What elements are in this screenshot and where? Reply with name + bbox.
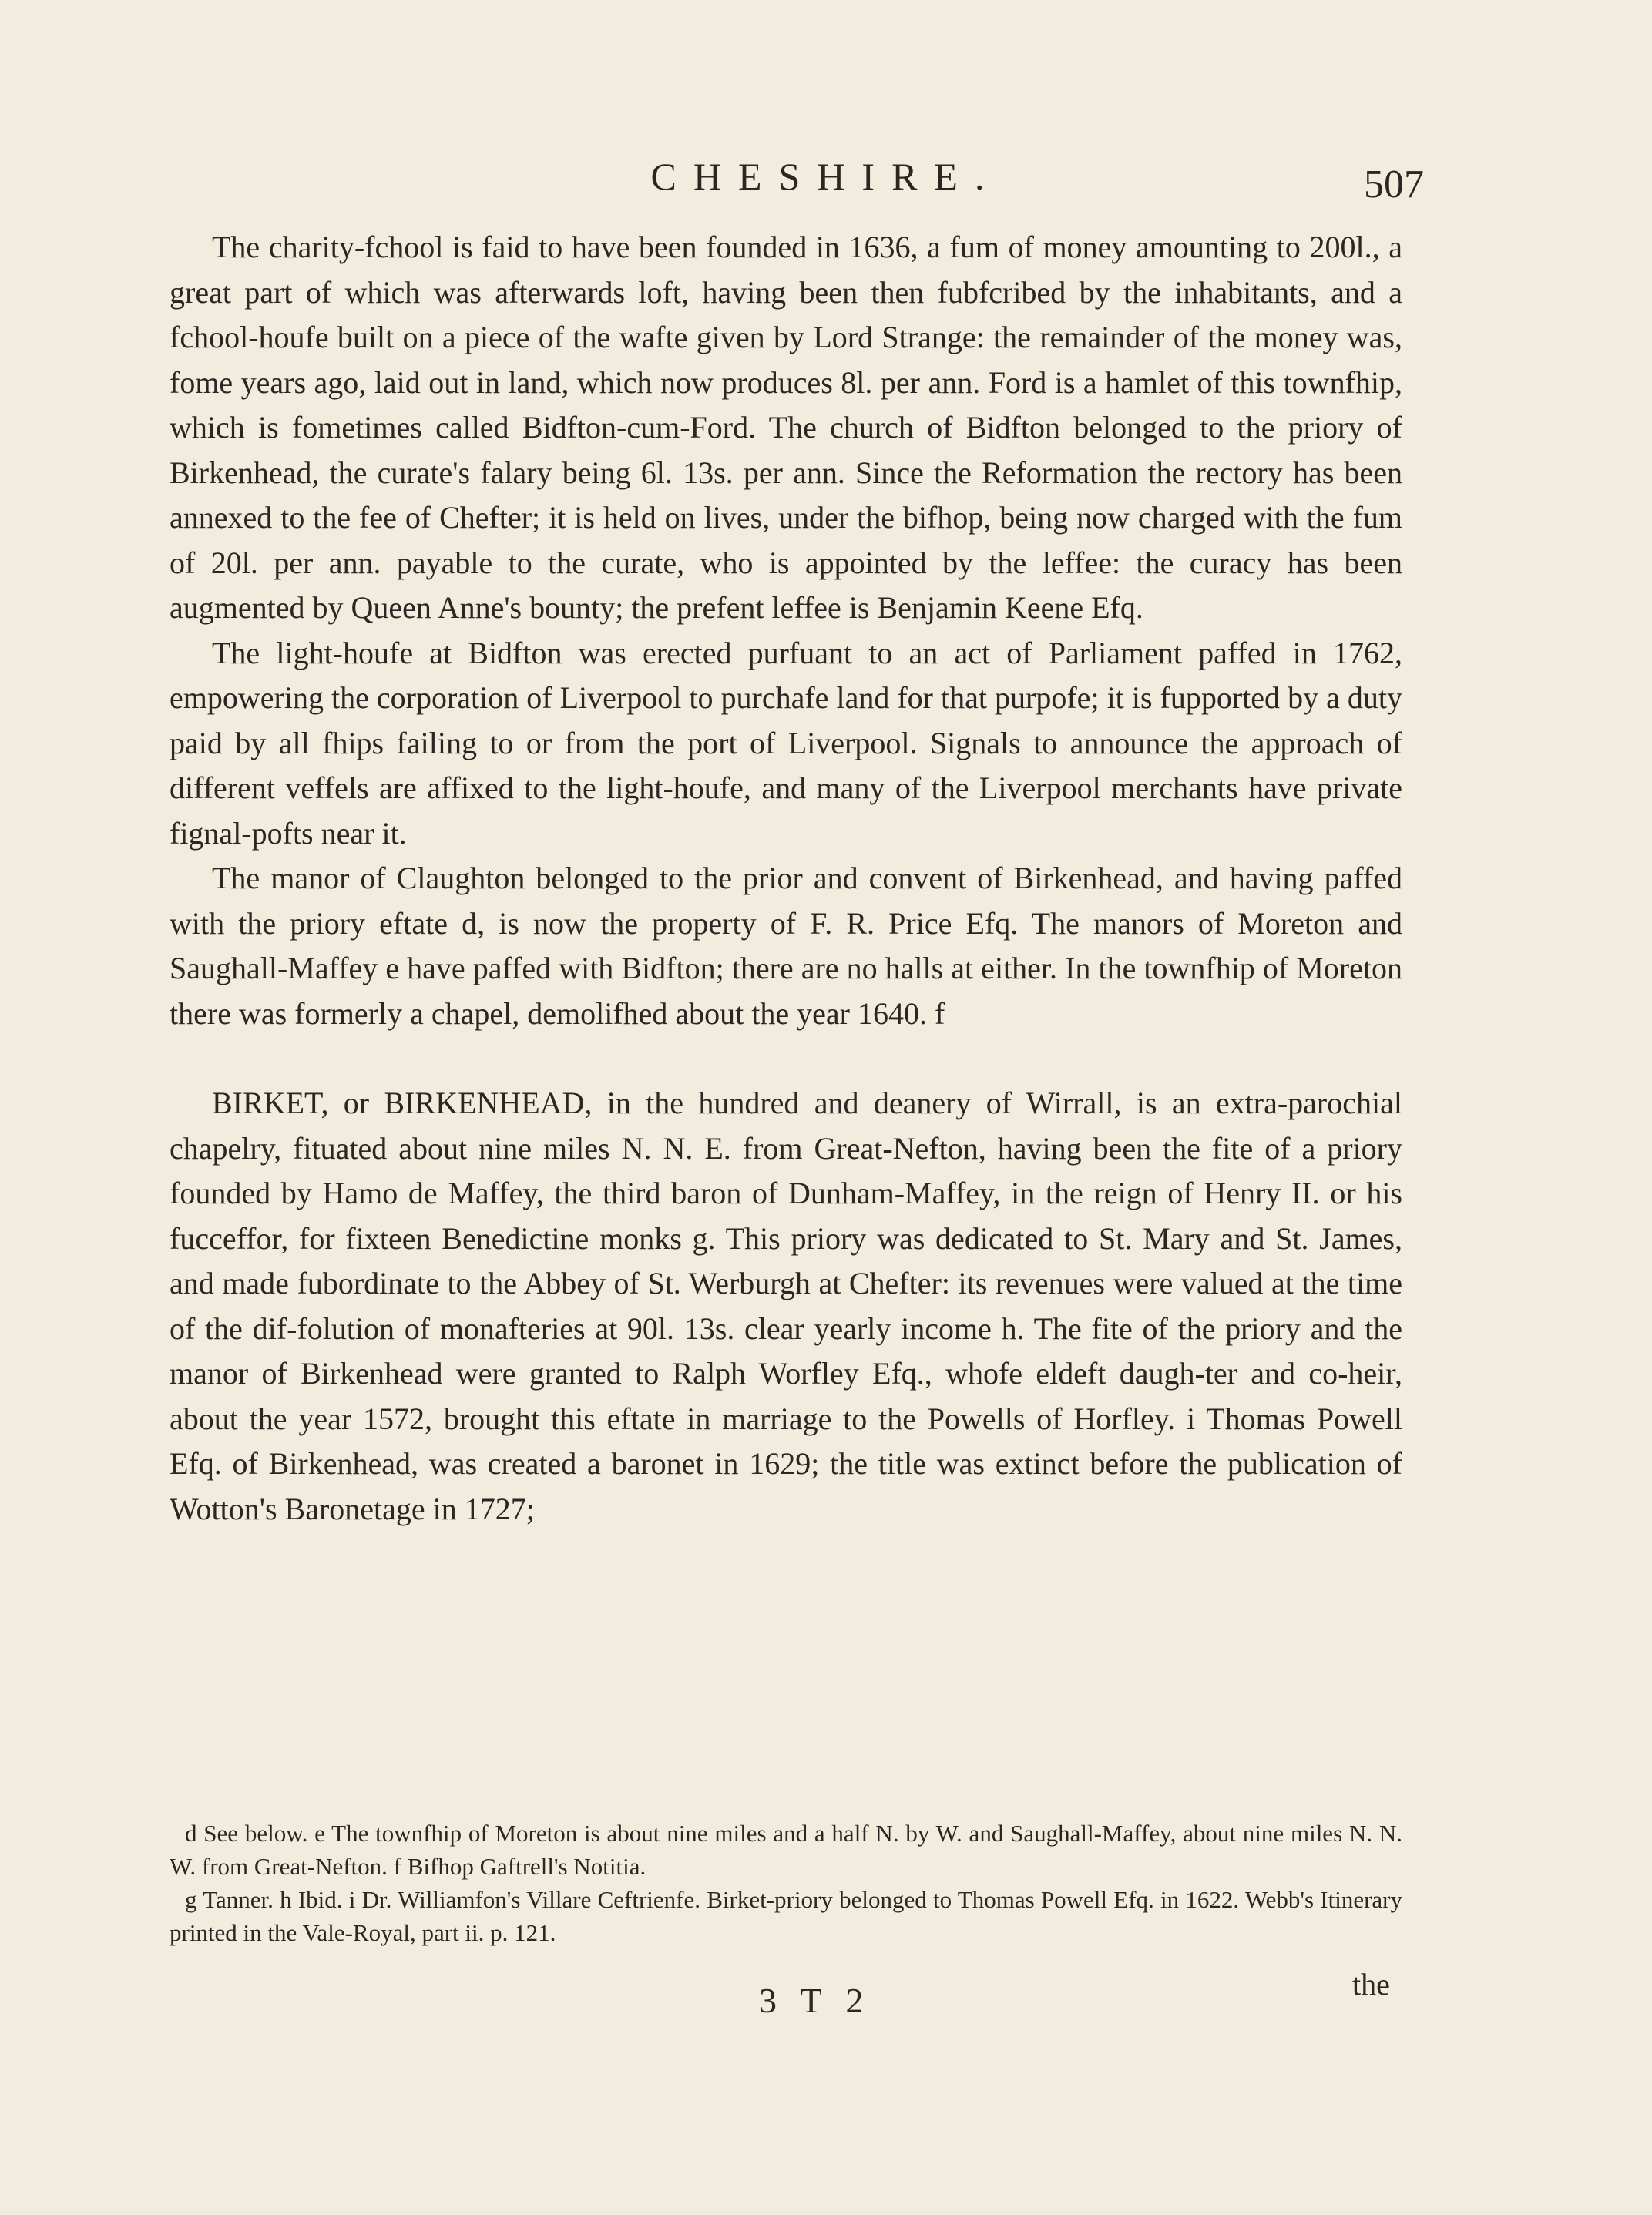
footnote-line: g Tanner. h Ibid. i Dr. Williamfon's Villare Ceftrienfe. Birket-priory belonged to Thomas Powell Efq. in 1622. Webb's Itinerary printed in the Vale-Royal, part ii. p. 121.	[170, 1886, 1402, 1946]
footnote-line: d See below. e The townfhip of Moreton is about nine miles and a half N. by W. and Saughall-Maffey, about nine miles N. N. W. from Great-Nefton. f Bifhop Gaftrell's Notitia.	[170, 1820, 1402, 1880]
running-title: CHESHIRE.	[650, 155, 1002, 198]
body-text	[170, 225, 1402, 1532]
paragraph-claughton-manor: The manor of Claughton belonged to the prior and convent of Birkenhead, and having paffed with the priory eftate d, is now the property of F. R. Price Efq. The manors of Moreton and Saughall-Maffey e have paffed with Bidfton; there are no halls at either. In the townfhip of Moreton there was formerly a chapel, demolifhed about the year 1640. f	[170, 861, 1402, 1031]
catchword: the	[1352, 1967, 1390, 2002]
page-number: 507	[1364, 163, 1424, 206]
paragraph-birkenhead: BIRKET, or BIRKENHEAD, in the hundred and deanery of Wirrall, is an extra-parochial chapelry, fituated about nine miles N. N. E. from Great-Nefton, having been the fite of a priory founded by Hamo de Maffey, the third baron of Dunham-Maffey, in the reign of Henry II. or his fucceffor, for fixteen Benedictine monks g. This priory was dedicated to St. Mary and St. James, and made fubordinate to the Abbey of St. Werburgh at Chefter: its revenues were valued at the time of the dif-folution of monafteries at 90l. 13s. clear yearly income h. The fite of the priory and the manor of Birkenhead were granted to Ralph Worfley Efq., whofe eldeft daugh-ter and co-heir, about the year 1572, brought this eftate in marriage to the Powells of Horfley. i Thomas Powell Efq. of Birkenhead, was created a baronet in 1629; the title was extinct before the publication of Wotton's Baronetage in 1727;	[170, 1086, 1402, 1526]
paragraph-light-house: The light-houfe at Bidfton was erected purfuant to an act of Parliament paffed in 1762, empowering the corporation of Liverpool to purchafe land for that purpofe; it is fupported by a duty paid by all fhips failing to or from the port of Liverpool. Signals to announce the approach of different veffels are affixed to the light-houfe, and many of the Liverpool merchants have private fignal-pofts near it.	[170, 635, 1402, 851]
signature-mark: 3 T 2	[759, 1981, 871, 2020]
footnotes	[170, 1817, 1402, 1949]
paragraph-charity-school: The charity-fchool is faid to have been founded in 1636, a fum of money amounting to 200l., a great part of which was afterwards loft, having been then fubfcribed by the inhabitants, and a fchool-houfe built on a piece of the wafte given by Lord Strange: the remainder of the money was, fome years ago, laid out in land, which now produces 8l. per ann. Ford is a hamlet of this townfhip, which is fometimes called Bidfton-cum-Ford. The church of Bidfton belonged to the priory of Birkenhead, the curate's falary being 6l. 13s. per ann. Since the Reformation the rectory has been annexed to the fee of Chefter; it is held on lives, under the bifhop, being now charged with the fum of 20l. per ann. payable to the curate, who is appointed by the leffee: the curacy has been augmented by Queen Anne's bounty; the prefent leffee is Benjamin Keene Efq.	[170, 230, 1402, 625]
